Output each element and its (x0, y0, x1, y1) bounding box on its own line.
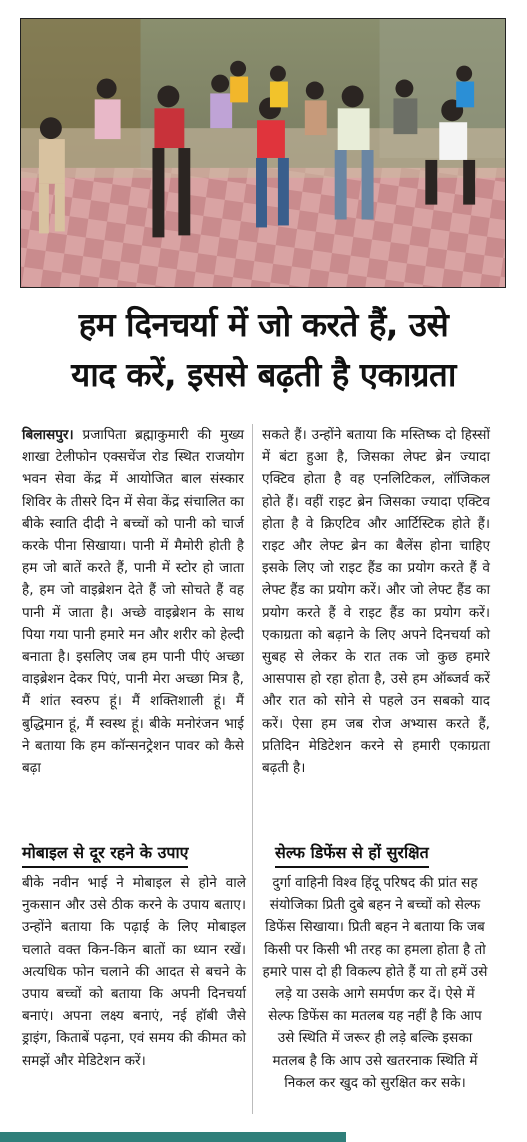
article-column-1 (22, 424, 244, 779)
column-divider (252, 424, 253, 1114)
children-exercise-photo (21, 19, 505, 287)
self-defense-section-body: दुर्गा वाहिनी विश्व हिंदू परिषद की प्रांत सह संयोजिका प्रिती दुबे बहन ने बच्चों को सेल्फ डिफेंस सिखाया। प्रिती बहन ने बताया कि जब किसी पर किसी भी तरह का हमला होता है तो हमारे पास दो ही विकल्प होते हैं या तो हमें उसे लड़े या उसके आगे समर्पण कर दें। ऐसे में सेल्फ डिफेंस का मतलब यह नहीं है कि आप उसे स्थिति में जरूर ही लड़े बल्कि इसका मतलब है कि आप उसे खतरनाक स्थिति में निकल कर खुद को सुरक्षित कर सके। (262, 875, 488, 1091)
article-text-1: प्रजापिता ब्रह्माकुमारी की मुख्य शाखा टेलीफोन एक्सचेंज रोड स्थित राजयोग भवन सेवा केंद्र में आयोजित बाल संस्कार शिविर के तीसरे दिन में सेवा केंद्र संचालित का बीके स्वाति दीदी ने बच्चों को पानी को चार्ज करके पीना सिखाया। पानी में मैमोरी होती है हम जो बातें करते हैं, पानी में स्टोर हो जाता है, हम जो वाइब्रेशन देते हैं जो सोचते हैं वह पानी में जाता है। अच्छे वाइब्रेशन के साथ पिया गया पानी हमारे मन और शरीर को हेल्दी बनाता है। इसलिए जब हम पानी पीएं अच्छा वाइब्रेशन देकर पिएं, पानी मेरा अच्छा मित्र है, मैं शांत स्वरुप हूं। मैं शक्तिशाली हूं। मैं बुद्धिमान हूं, मैं स्वस्थ हूं। बीके मनोरंजन भाई ने बताया कि हम कॉन्सनट्रेशन पावर को कैसे बढ़ा (22, 427, 244, 777)
headline-line-1: हम दिनचर्या में जो करते हैं, उसे (78, 305, 449, 344)
subhead-mobile: मोबाइल से दूर रहने के उपाए (22, 842, 188, 868)
accent-bar (0, 1132, 346, 1142)
mobile-section-body: बीके नवीन भाई ने मोबाइल से होने वाले नुकसान और उसे ठीक करने के उपाय बताए। उन्होंने बताया कि पढ़ाई के लिए मोबाइल चलाते वक्त किन-किन बातों का ध्यान रखें। अत्यधिक फोन चलाने की आदत से बचने के उपाय बच्चों को बताया कि अपनी दिनचर्या बनाएं। अपना लक्ष्य बनाएं, नई हॉबी जैसे ड्राइंग, किताबें पढ़ना, एवं समय की कीमत को समझें और मेडिटेशन करें। (22, 875, 246, 1069)
subhead-self-defense: सेल्फ डिफेंस से हों सुरक्षित (275, 842, 429, 868)
headline (10, 300, 517, 400)
headline-line-2: याद करें, इससे बढ़ती है एकाग्रता (71, 355, 456, 394)
dateline: बिलासपुर। (22, 427, 74, 443)
news-photo (20, 18, 506, 288)
article-text-2: सकते हैं। उन्होंने बताया कि मस्तिष्क दो हिस्सों में बंटा हुआ है, जिसका लेफ्ट ब्रेन ज्यादा एक्टिव होता है वह एनलिटिकल, लॉजिकल होते हैं। वहीं राइट ब्रेन जिसका ज्यादा एक्टिव होता है वे क्रिएटिव और आर्टिस्टिक होते हैं। राइट और लेफ्ट ब्रेन का बैलेंस होना चाहिए इसके लिए जो राइट हैंड का प्रयोग करते हैं वे लेफ्ट हैंड का प्रयोग करें। और जो लेफ्ट हैंड का प्रयोग करते हैं वे राइट हैंड का प्रयोग करें। एकाग्रता को बढ़ाने के लिए अपने दिनचर्या को सुबह से लेकर के रात तक जो कुछ हमारे आसपास हो रहा होता है, उसे हम ऑब्जर्व करें और रात को सोने से पहले उन सबको याद करें। ऐसा हम जब रोज अभ्यास करते हैं, प्रतिदिन मेडिटेशन करने से हमारी एकाग्रता बढ़ती है। (262, 427, 490, 777)
article-column-2 (262, 424, 490, 779)
